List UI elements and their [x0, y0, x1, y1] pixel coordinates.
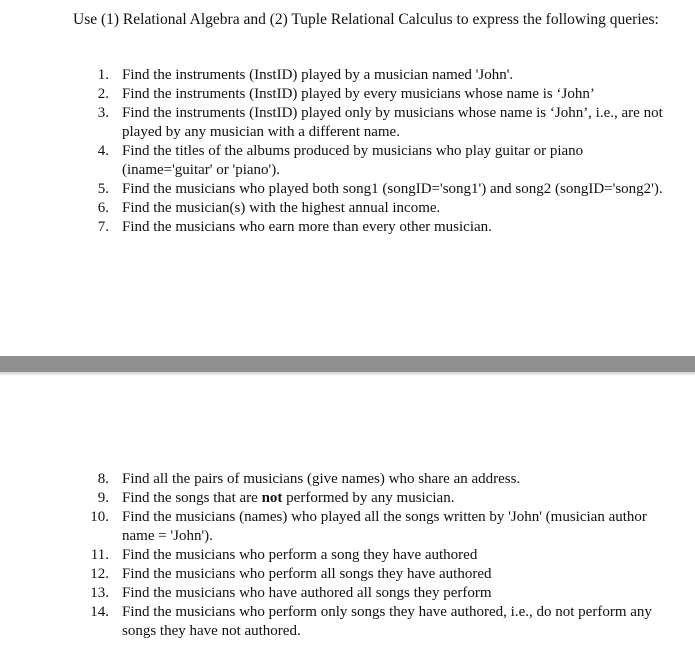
emphasis-word: not [261, 490, 283, 506]
page-divider [0, 356, 695, 372]
list-item [73, 470, 663, 489]
list-item [73, 85, 663, 104]
list-item [73, 565, 663, 584]
item-text: Find the musician(s) with the highest annual income. [122, 200, 441, 216]
list-item [73, 142, 663, 180]
list-item [73, 199, 663, 218]
item-number: 3. [97, 105, 109, 121]
item-number: 8. [97, 471, 109, 487]
list-item [73, 104, 663, 142]
list-item [73, 180, 663, 199]
list-item [73, 66, 663, 85]
question-list-part2 [73, 470, 663, 641]
item-text: Find the musicians who played both song1 (songID='song1') and song2 (songID='song2'). [122, 181, 663, 197]
item-text-after: performed by any musician. [282, 490, 455, 506]
item-text: Find the musicians who perform a song they have authored [122, 547, 478, 563]
item-text: Find all the pairs of musicians (give names) who share an address. [122, 471, 521, 487]
item-number: 14. [90, 604, 109, 620]
item-text: Find the musicians who perform only songs they have authored, i.e., do not perform any songs they have not authored. [122, 604, 652, 639]
item-text: Find the musicians who have authored all songs they perform [122, 585, 492, 601]
item-number: 4. [97, 143, 109, 159]
item-number: 7. [97, 219, 109, 235]
item-number: 9. [97, 490, 109, 506]
item-text: Find the instruments (InstID) played by every musicians whose name is ‘John’ [122, 86, 595, 102]
list-item [73, 584, 663, 603]
item-text-before: Find the songs that are [122, 490, 262, 506]
item-number: 13. [90, 585, 109, 601]
item-text: Find the instruments (InstID) played only by musicians whose name is ‘John’, i.e., are not played by any musician with a different name. [122, 105, 663, 140]
list-item [73, 546, 663, 565]
list-item [73, 508, 663, 546]
item-number: 10. [90, 509, 109, 525]
item-number: 2. [97, 86, 109, 102]
item-text: Find the instruments (InstID) played by a musician named 'John'. [122, 67, 514, 83]
intro-paragraph: Use (1) Relational Algebra and (2) Tuple Relational Calculus to express the following queries: [73, 11, 659, 28]
list-item [73, 603, 663, 641]
item-number: 6. [97, 200, 109, 216]
item-text: Find the musicians who earn more than every other musician. [122, 219, 492, 235]
list-item [73, 218, 663, 237]
item-number: 12. [90, 566, 109, 582]
item-text: Find the titles of the albums produced by musicians who play guitar or piano (iname='guitar' or 'piano'). [122, 143, 584, 178]
item-text: Find the musicians who perform all songs they have authored [122, 566, 492, 582]
item-number: 5. [97, 181, 109, 197]
item-number: 1. [97, 67, 109, 83]
document-page-2 [0, 376, 695, 664]
question-list-part1 [73, 66, 663, 237]
item-number: 11. [90, 547, 109, 563]
item-text: Find the musicians (names) who played all the songs written by 'John' (musician author name = 'John'). [122, 509, 647, 544]
list-item [73, 489, 663, 508]
